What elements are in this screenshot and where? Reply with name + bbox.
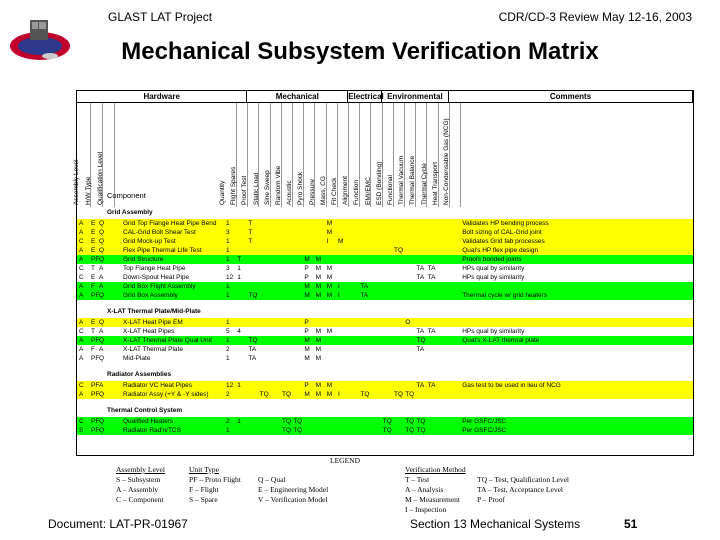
hw-type-cell: PF: [91, 355, 100, 362]
matrix-cell: P: [304, 382, 309, 389]
matrix-cell: 5: [226, 328, 230, 335]
component-cell: Qualified Heaters: [123, 418, 174, 425]
comment-cell: HPs qual by similarity: [462, 265, 525, 272]
matrix-cell: TQ: [360, 391, 370, 398]
assembly-level-cell: A: [79, 346, 84, 353]
qual-level-cell: A: [99, 283, 104, 290]
component-cell: Grid Mock-up Test: [123, 238, 176, 245]
matrix-cell: M: [326, 229, 333, 236]
matrix-cell: TA: [248, 355, 257, 362]
matrix-cell: 1: [226, 256, 230, 263]
matrix-cell: 1: [226, 220, 230, 227]
table-row: [77, 426, 693, 435]
comment-cell: Per GSFC/JSC: [462, 427, 507, 434]
column-header: Fit Check: [337, 103, 349, 207]
component-cell: Top Flange Heat Pipe: [123, 265, 186, 272]
assembly-level-cell: C: [79, 382, 84, 389]
matrix-cell: M: [326, 328, 333, 335]
legend-verification-method: Verification Method T – Test A – Analysis M – Measurement I – Inspection: [405, 465, 466, 514]
column-header: Thermal Cycle: [427, 103, 439, 207]
hw-type-cell: PF: [91, 391, 100, 398]
column-header: Proof Test: [247, 103, 259, 207]
table-row: [77, 318, 693, 327]
matrix-cell: 4: [237, 328, 241, 335]
matrix-cell: 1: [226, 238, 230, 245]
table-row: [77, 291, 693, 300]
matrix-cell: M: [326, 292, 333, 299]
matrix-cell: P: [304, 328, 309, 335]
component-cell: X-LAT Heat Pipes: [123, 328, 175, 335]
assembly-level-cell: C: [79, 328, 84, 335]
page-number: 51: [624, 517, 638, 531]
component-cell: Radiator Assy (+Y & -Y sides): [123, 391, 209, 398]
hw-type-cell: E: [91, 247, 96, 254]
column-group-environmental: Environmental: [382, 91, 449, 102]
qual-level-cell: Q: [99, 229, 105, 236]
column-group-mechanical: Mechanical: [247, 91, 348, 102]
matrix-cell: TQ: [416, 337, 426, 344]
matrix-cell: TA: [360, 283, 369, 290]
component-cell: X-LAT Thermal Plate: [123, 346, 183, 353]
matrix-cell: M: [326, 391, 333, 398]
matrix-cell: TA: [427, 328, 436, 335]
matrix-cell: 1: [226, 292, 230, 299]
component-cell: Flex Pipe Thermal Life Test: [123, 247, 202, 254]
column-header: ESD (Bonding): [382, 103, 394, 207]
matrix-cell: M: [315, 283, 322, 290]
section-title: X-LAT Thermal Plate/Mid-Plate: [107, 308, 201, 315]
table-row: [77, 237, 693, 246]
matrix-cell: 12: [226, 274, 234, 281]
matrix-cell: TQ: [416, 418, 426, 425]
matrix-cell: M: [315, 337, 322, 344]
assembly-level-cell: A: [79, 355, 84, 362]
qual-level-cell: A: [99, 346, 104, 353]
column-header: Pressure: [315, 103, 327, 207]
component-cell: CAL-Grid Bolt Shear Test: [123, 229, 196, 236]
comment-cell: Bolt sizing of CAL-Grid joint: [462, 229, 542, 236]
qual-level-cell: A: [99, 274, 104, 281]
matrix-cell: M: [315, 391, 322, 398]
matrix-cell: T: [237, 256, 242, 263]
matrix-cell: TQ: [293, 418, 303, 425]
matrix-cell: 1: [226, 337, 230, 344]
comment-cell: Qual's X-LAT thermal plate: [462, 337, 540, 344]
review-header: CDR/CD-3 Review May 12-16, 2003: [498, 10, 692, 24]
legend-qual: Q – Qual E – Engineering Model V – Verification Model: [258, 475, 329, 504]
hw-type-cell: T: [91, 265, 95, 272]
matrix-cell: T: [248, 220, 253, 227]
matrix-cell: M: [304, 283, 310, 290]
hw-type-cell: PF: [91, 382, 100, 389]
table-row: [77, 381, 693, 390]
section-title: Radiator Assemblies: [107, 371, 172, 378]
qual-level-cell: Q: [99, 292, 105, 299]
comment-cell: Validates Grid fab processes: [462, 238, 545, 245]
matrix-cell: TQ: [282, 418, 292, 425]
matrix-cell: M: [304, 256, 310, 263]
page-title: Mechanical Subsystem Verification Matrix: [121, 38, 599, 65]
matrix-cell: P: [304, 265, 309, 272]
column-group-header: [77, 91, 693, 103]
qual-level-cell: Q: [99, 247, 105, 254]
matrix-cell: M: [326, 382, 333, 389]
column-header: Mass, CG: [326, 103, 338, 207]
component-cell: Grid Top Flange Heat Pipe Bend: [123, 220, 217, 227]
hw-type-cell: PF: [91, 427, 100, 434]
matrix-cell: M: [315, 256, 322, 263]
matrix-cell: TA: [416, 346, 425, 353]
assembly-level-cell: C: [79, 265, 84, 272]
matrix-cell: 3: [226, 265, 230, 272]
matrix-cell: TA: [416, 328, 425, 335]
matrix-cell: TQ: [382, 418, 392, 425]
qual-level-cell: A: [99, 265, 104, 272]
matrix-cell: M: [304, 391, 310, 398]
component-cell: Grid Box Assembly: [123, 292, 178, 299]
matrix-cell: 3: [226, 229, 230, 236]
component-cell: Radiator Rad'n/TCS: [123, 427, 181, 434]
table-row: [77, 246, 693, 255]
qual-level-cell: Q: [99, 355, 105, 362]
legend-unit-type: Unit Type PF – Proto Flight F – Flight S – Spare: [189, 465, 241, 504]
matrix-cell: TQ: [405, 391, 415, 398]
column-header: Heat Transport: [438, 103, 450, 207]
section-title: Thermal Control System: [107, 407, 183, 414]
matrix-cell: TA: [427, 274, 436, 281]
hw-type-cell: E: [91, 238, 96, 245]
table-row: [77, 345, 693, 354]
column-header: Thermal Balance: [415, 103, 427, 207]
matrix-cell: TQ: [394, 391, 404, 398]
matrix-cell: I: [338, 283, 340, 290]
matrix-cell: TQ: [405, 418, 415, 425]
column-group-comments: Comments: [449, 91, 693, 102]
qual-level-cell: Q: [99, 337, 105, 344]
table-row: [77, 264, 693, 273]
column-header: Non-Condensable Gas (NCG): [449, 103, 461, 207]
column-header: Pyro Shock: [303, 103, 315, 207]
column-header: Sine Sweep: [270, 103, 282, 207]
matrix-cell: TQ: [259, 391, 269, 398]
matrix-cell: 1: [237, 265, 241, 272]
matrix-cell: M: [304, 292, 310, 299]
column-header-left: Qualification Level: [103, 103, 115, 207]
matrix-cell: M: [326, 283, 333, 290]
qual-level-cell: Q: [99, 238, 105, 245]
matrix-cell: T: [248, 229, 253, 236]
qual-level-cell: Q: [99, 319, 105, 326]
legend-test-types: TQ – Test, Qualification Level TA – Test, Acceptance Level P – Proof: [477, 475, 570, 504]
component-cell: Grid Box Flight Assembly: [123, 283, 196, 290]
matrix-cell: 2: [226, 418, 230, 425]
matrix-cell: M: [315, 346, 322, 353]
matrix-cell: M: [315, 328, 322, 335]
legend-title: LEGEND: [330, 456, 360, 465]
assembly-level-cell: A: [79, 292, 84, 299]
comment-cell: Qual's HP flex pipe design: [462, 247, 539, 254]
assembly-level-cell: A: [79, 229, 84, 236]
matrix-cell: 1: [226, 319, 230, 326]
matrix-cell: TQ: [405, 427, 415, 434]
column-header: Function: [359, 103, 371, 207]
column-group-electrical: Electrical: [348, 92, 384, 101]
assembly-level-cell: A: [79, 256, 84, 263]
column-header: Acoustic: [292, 103, 304, 207]
matrix-cell: 1: [226, 283, 230, 290]
component-cell: X-LAT Thermal Plate Qual Unit: [123, 337, 212, 344]
matrix-cell: 1: [237, 418, 241, 425]
assembly-level-cell: C: [79, 274, 84, 281]
matrix-cell: I: [326, 238, 329, 245]
project-header: GLAST LAT Project: [108, 10, 213, 24]
matrix-cell: TQ: [394, 247, 404, 254]
matrix-cell: 1: [226, 355, 230, 362]
matrix-cell: TA: [416, 382, 425, 389]
matrix-cell: I: [338, 391, 340, 398]
assembly-level-cell: A: [79, 247, 84, 254]
matrix-cell: TQ: [382, 427, 392, 434]
section-title: Grid Assembly: [107, 209, 153, 216]
table-row: [77, 255, 693, 264]
matrix-cell: P: [304, 274, 309, 281]
column-header: Static Load: [259, 103, 271, 207]
matrix-cell: 2: [226, 346, 230, 353]
matrix-cell: I: [338, 292, 340, 299]
table-row: [77, 282, 693, 291]
matrix-cell: P: [304, 319, 309, 326]
matrix-cell: M: [304, 346, 310, 353]
matrix-cell: 1: [226, 247, 230, 254]
hw-type-cell: PF: [91, 292, 100, 299]
comment-cell: Per GSFC/JSC: [462, 418, 507, 425]
table-row: [77, 336, 693, 345]
component-cell: X-LAT Heat Pipe EM: [123, 319, 183, 326]
matrix-cell: TA: [360, 292, 369, 299]
table-row: [77, 327, 693, 336]
table-row: [77, 354, 693, 363]
assembly-level-cell: C: [79, 418, 84, 425]
matrix-cell: 2: [226, 391, 230, 398]
comment-cell: Gas test to be used in lieu of NCG: [462, 382, 561, 389]
column-header: EMI/EMC: [371, 103, 383, 207]
matrix-cell: TA: [248, 346, 257, 353]
matrix-cell: TA: [427, 382, 436, 389]
section-label: Section 13 Mechanical Systems: [410, 517, 581, 531]
column-header: Quantity: [225, 103, 237, 207]
column-header: Flight Spares: [236, 103, 248, 207]
column-group-hardware: Hardware: [77, 91, 247, 102]
hw-type-cell: T: [91, 328, 95, 335]
verification-matrix: [73, 90, 694, 456]
column-header-left: H/W Type: [91, 103, 103, 207]
column-header: Functional: [393, 103, 405, 207]
assembly-level-cell: A: [79, 337, 84, 344]
matrix-cell: TQ: [282, 427, 292, 434]
matrix-cell: M: [326, 265, 333, 272]
matrix-cell: O: [405, 319, 411, 326]
matrix-cell: M: [315, 265, 322, 272]
assembly-level-cell: S: [79, 427, 84, 434]
comment-cell: Proofs bonded joints: [462, 256, 522, 263]
qual-level-cell: Q: [99, 418, 105, 425]
assembly-level-cell: A: [79, 391, 84, 398]
assembly-level-cell: A: [79, 220, 84, 227]
column-header: Alignment: [348, 103, 360, 207]
table-row: [77, 417, 693, 426]
component-column-label: Component: [107, 191, 146, 200]
matrix-cell: TQ: [416, 427, 426, 434]
qual-level-cell: Q: [99, 391, 105, 398]
assembly-level-cell: A: [79, 319, 84, 326]
column-header: Thermal Vacuum: [404, 103, 416, 207]
table-row: [77, 273, 693, 282]
comment-cell: HPs qual by similarity: [462, 274, 525, 281]
qual-level-cell: A: [99, 382, 104, 389]
qual-level-cell: Q: [99, 256, 105, 263]
matrix-cell: M: [326, 274, 333, 281]
hw-type-cell: E: [91, 319, 96, 326]
table-row: [77, 219, 693, 228]
hw-type-cell: PF: [91, 418, 100, 425]
comment-cell: Thermal cycle w/ grid heaters: [462, 292, 548, 299]
matrix-cell: 12: [226, 382, 234, 389]
assembly-level-cell: A: [79, 283, 84, 290]
legend-assembly-level: Assembly Level S – Subsystem A – Assembly C – Component: [116, 465, 165, 504]
matrix-cell: TA: [416, 274, 425, 281]
matrix-cell: M: [338, 238, 344, 245]
matrix-cell: M: [326, 220, 333, 227]
assembly-level-cell: C: [79, 238, 84, 245]
hw-type-cell: F: [91, 346, 95, 353]
hw-type-cell: E: [91, 220, 96, 227]
qual-level-cell: Q: [99, 427, 105, 434]
comment-cell: HPs qual by similarity: [462, 328, 525, 335]
matrix-cell: M: [315, 355, 322, 362]
qual-level-cell: Q: [99, 220, 105, 227]
hw-type-cell: E: [91, 274, 96, 281]
matrix-cell: 1: [237, 274, 241, 281]
hw-type-cell: E: [91, 229, 96, 236]
matrix-cell: TQ: [293, 427, 303, 434]
matrix-cell: T: [248, 238, 253, 245]
matrix-cell: 1: [226, 427, 230, 434]
hw-type-cell: PF: [91, 337, 100, 344]
matrix-cell: M: [304, 337, 310, 344]
table-row: [77, 390, 693, 399]
document-number: Document: LAT-PR-01967: [48, 517, 188, 531]
hw-type-cell: PF: [91, 256, 100, 263]
qual-level-cell: A: [99, 328, 104, 335]
component-cell: Radiator VC Heat Pipes: [123, 382, 193, 389]
component-cell: Mid-Plate: [123, 355, 151, 362]
table-row: [77, 228, 693, 237]
matrix-cell: 1: [237, 382, 241, 389]
comment-cell: Validates HP bending process: [462, 220, 549, 227]
column-header-left: Assembly Level: [79, 103, 91, 207]
matrix-cell: M: [315, 382, 322, 389]
hw-type-cell: F: [91, 283, 95, 290]
matrix-cell: TQ: [282, 391, 292, 398]
component-cell: Grid Structure: [123, 256, 164, 263]
matrix-cell: TA: [416, 265, 425, 272]
matrix-cell: TQ: [248, 337, 258, 344]
matrix-cell: TA: [427, 265, 436, 272]
component-cell: Down-Spout Heat Pipe: [123, 274, 190, 281]
matrix-cell: TQ: [248, 292, 258, 299]
matrix-cell: M: [315, 274, 322, 281]
matrix-cell: M: [304, 355, 310, 362]
column-header: Random Vibe: [281, 103, 293, 207]
matrix-cell: M: [315, 292, 322, 299]
